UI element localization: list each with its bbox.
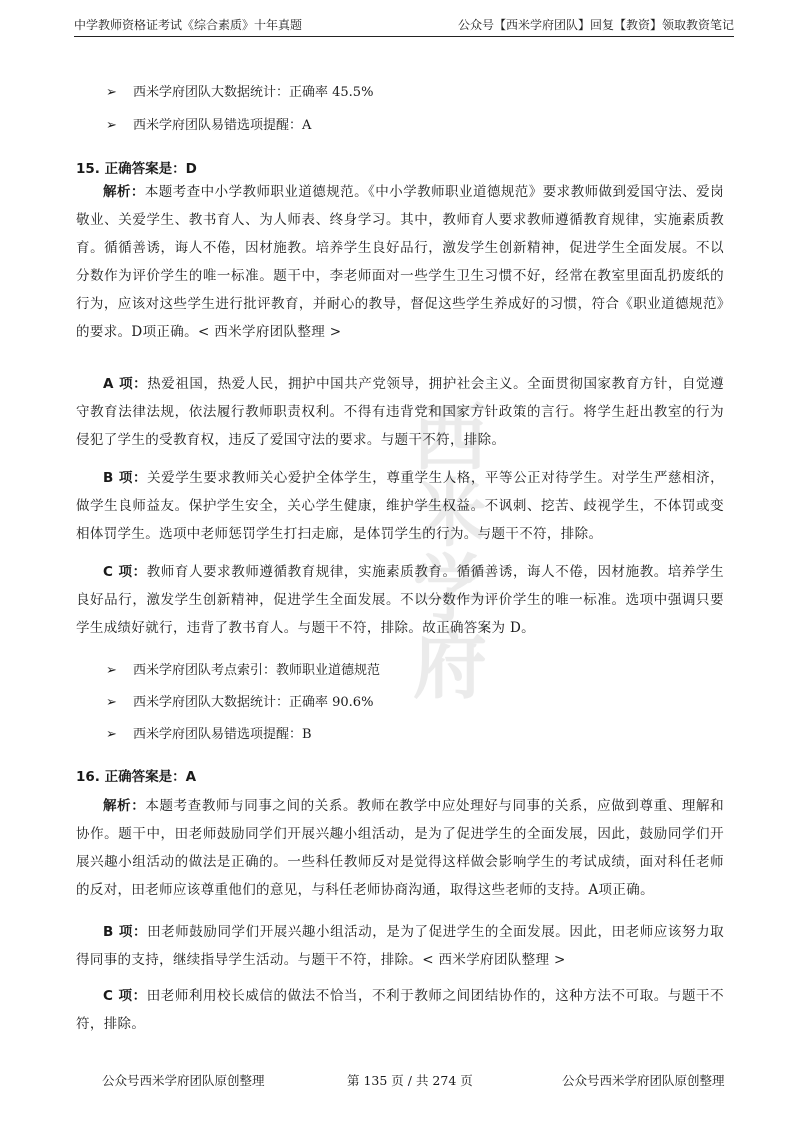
bullet-text: 西米学府团队考点索引：教师职业道德规范 bbox=[133, 663, 381, 678]
option-text: 教师育人要求教师遵循教育规律，实施素质教育。循循善诱，诲人不倦，因材施教。培养学生良好品行，激发学生创新精神，促进学生全面发展。不以分数作为评价学生的唯一标准。选项中强调只要学生成绩好就行，违背了教书育人。与题干不符，排除。故正确答案为 D。 bbox=[76, 564, 724, 636]
q15-option-b bbox=[76, 464, 724, 548]
analysis-text: 本题考查中小学教师职业道德规范。《中小学教师职业道德规范》要求教师做到爱国守法、爱岗敬业、关爱学生、教书育人、为人师表、终身学习。其中，教师育人要求教师遵循教育规律，实施素质教育。循循善诱，诲人不倦，因材施教。培养学生良好品行，激发学生创新精神，促进学生全面发展。不以分数作为评价学生的唯一标准。题干中，李老师面对一些学生卫生习惯不好，经常在教室里面乱扔废纸的行为，应该对这些学生进行批评教育，并耐心的教导，督促这些学生养成好的习惯，符合《职业道德规范》的要求。D项正确。< 西米学府团队整理 > bbox=[76, 184, 724, 340]
watermark: 西米学府 bbox=[413, 395, 487, 709]
option-label: A 项： bbox=[103, 376, 148, 392]
arrow-bullet-icon: ➢ bbox=[106, 118, 117, 133]
bullet-item bbox=[106, 693, 373, 713]
footer-left-text: 公众号西米学府团队原创整理 bbox=[102, 1073, 265, 1088]
option-text: 热爱祖国，热爱人民，拥护中国共产党领导，拥护社会主义。全面贯彻国家教育方针，自觉遵守教育法律法规，依法履行教师职责权利。不得有违背党和国家方针政策的言行。将学生赶出教室的行为侵犯了学生的受教育权，违反了爱国守法的要求。与题干不符，排除。 bbox=[76, 376, 724, 448]
bullet-item bbox=[106, 116, 311, 136]
option-label: B 项： bbox=[103, 924, 148, 940]
footer-right-text: 公众号西米学府团队原创整理 bbox=[562, 1073, 725, 1088]
q16-option-c bbox=[76, 982, 724, 1038]
bullet-text: 西米学府团队大数据统计：正确率 45.5% bbox=[133, 85, 374, 100]
q15-option-c bbox=[76, 558, 724, 642]
option-text: 关爱学生要求教师关心爱护全体学生，尊重学生人格，平等公正对待学生。对学生严慈相济，做学生良师益友。保护学生安全，关心学生健康，维护学生权益。不讽刺、挖苦、歧视学生，不体罚或变相体罚学生。选项中老师惩罚学生打扫走廊，是体罚学生的行为。与题干不符，排除。 bbox=[76, 470, 724, 542]
header-right-text: 公众号【西米学府团队】回复【教资】领取教资笔记 bbox=[457, 18, 734, 32]
option-label: C 项： bbox=[103, 564, 147, 580]
bullet-text: 西米学府团队易错选项提醒：B bbox=[133, 727, 312, 742]
q15-option-a bbox=[76, 370, 724, 454]
option-text: 田老师利用校长威信的做法不恰当，不利于教师之间团结协作的，这种方法不可取。与题干不符，排除。 bbox=[76, 988, 724, 1032]
q16-option-b bbox=[76, 918, 724, 974]
bullet-item bbox=[106, 83, 373, 103]
analysis-label: 解析： bbox=[103, 798, 146, 814]
question-16-heading: 16. 正确答案是：A bbox=[76, 769, 197, 785]
arrow-bullet-icon: ➢ bbox=[106, 695, 117, 710]
option-label: C 项： bbox=[103, 988, 147, 1004]
page-number: 第 135 页 / 共 274 页 bbox=[347, 1073, 473, 1088]
q16-analysis bbox=[76, 792, 724, 904]
option-text: 田老师鼓励同学们开展兴趣小组活动，是为了促进学生的全面发展。因此，田老师应该努力取得同事的支持，继续指导学生活动。与题干不符，排除。< 西米学府团队整理 > bbox=[76, 924, 724, 968]
arrow-bullet-icon: ➢ bbox=[106, 727, 117, 742]
q15-analysis bbox=[76, 178, 724, 346]
analysis-label: 解析： bbox=[103, 184, 145, 200]
bullet-item bbox=[106, 725, 312, 745]
page-header bbox=[74, 10, 734, 37]
question-15-heading: 15. 正确答案是：D bbox=[76, 161, 197, 177]
bullet-text: 西米学府团队大数据统计：正确率 90.6% bbox=[133, 695, 374, 710]
bullet-text: 西米学府团队易错选项提醒：A bbox=[133, 118, 312, 133]
header-left-text: 中学教师资格证考试《综合素质》十年真题 bbox=[74, 18, 303, 32]
arrow-bullet-icon: ➢ bbox=[106, 663, 117, 678]
arrow-bullet-icon: ➢ bbox=[106, 85, 117, 100]
option-label: B 项： bbox=[103, 470, 148, 486]
analysis-text: 本题考查教师与同事之间的关系。教师在教学中应处理好与同事的关系，应做到尊重、理解和协作。题干中，田老师鼓励同学们开展兴趣小组活动，是为了促进学生的全面发展，因此，鼓励同学们开展兴趣小组活动的做法是正确的。一些科任教师反对是觉得这样做会影响学生的考试成绩，面对科任老师的反对，田老师应该尊重他们的意见，与科任老师协商沟通，取得这些老师的支持。A项正确。 bbox=[76, 798, 724, 898]
bullet-item bbox=[106, 661, 380, 681]
